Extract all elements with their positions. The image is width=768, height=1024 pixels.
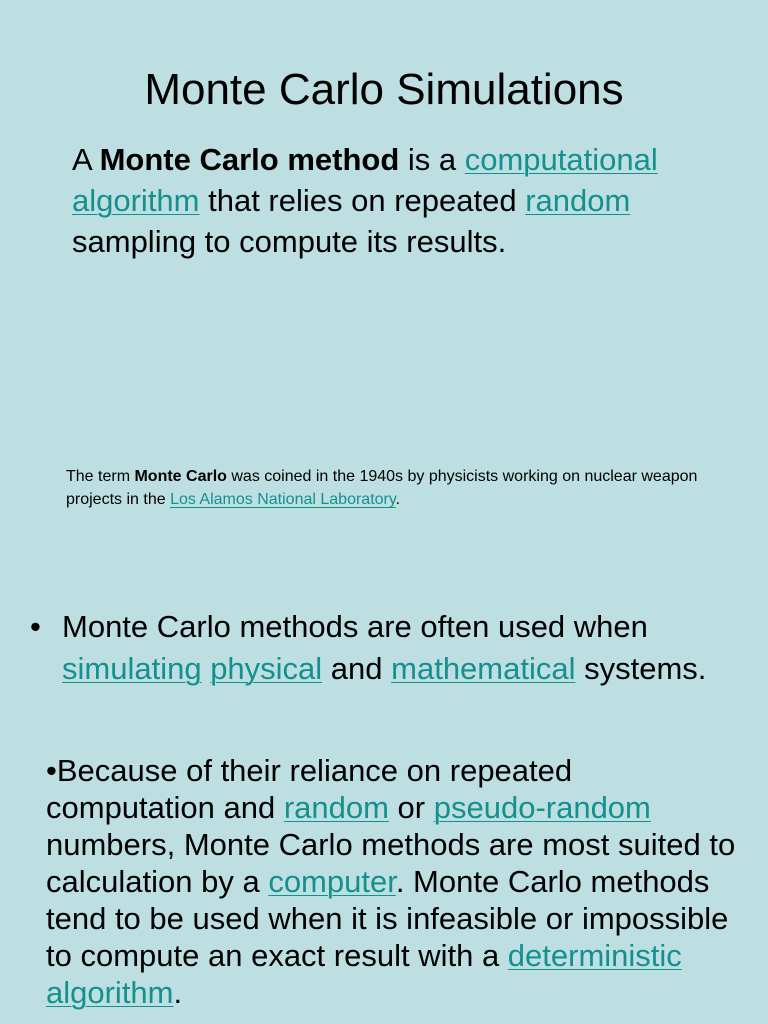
bullet-text-part: . Monte Carlo methods tend to be used when it is infeasible or impossible to compute an exact result with a [46,864,729,973]
link-los-alamos[interactable]: Los Alamos National Laboratory [170,491,396,508]
bullet-text-part: •Because of their reliance on repeated computation and [46,753,573,825]
link-random[interactable]: random [525,183,631,218]
link-deterministic-algorithm[interactable]: deterministic algorithm [46,938,682,1010]
bullet-text [30,606,750,690]
bullet-text-part: and [322,651,392,686]
note-bold-term: Monte Carlo [134,468,227,485]
history-note [66,465,726,511]
intro-paragraph [72,139,752,262]
intro-text: that relies on repeated [199,183,526,218]
intro-text: sampling to compute its results. [72,224,507,259]
link-physical[interactable]: physical [210,651,323,686]
intro-text: A [72,142,100,177]
bullet-text-part: Monte Carlo methods are often used when [62,609,648,644]
bullet-text-part [202,651,211,686]
slide-title: Monte Carlo Simulations [144,65,624,114]
note-text: was coined in the 1940s by physicists working on nuclear weapon projects in the [66,468,698,508]
link-mathematical[interactable]: mathematical [391,651,576,686]
link-pseudo-random[interactable]: pseudo-random [433,790,651,825]
bullet-item-reliance [46,752,736,1011]
bullet-text-part: or [388,790,434,825]
bullet-item-uses [30,606,750,690]
bullet-text-part: numbers, Monte Carlo methods are most suited to calculation by a [46,827,736,899]
link-simulating[interactable]: simulating [62,651,202,686]
bullet-marker: • [30,609,41,644]
link-random-2[interactable]: random [283,790,389,825]
note-text: . [395,491,401,508]
intro-text: is a [399,142,465,177]
bullet-text-part: . [173,975,183,1010]
link-computer[interactable]: computer [268,864,396,899]
bullet-text-part: systems. [575,651,707,686]
intro-bold-term: Monte Carlo method [99,142,400,177]
link-computational-algorithm[interactable]: computational algorithm [72,142,658,218]
note-text: The term [66,468,135,485]
